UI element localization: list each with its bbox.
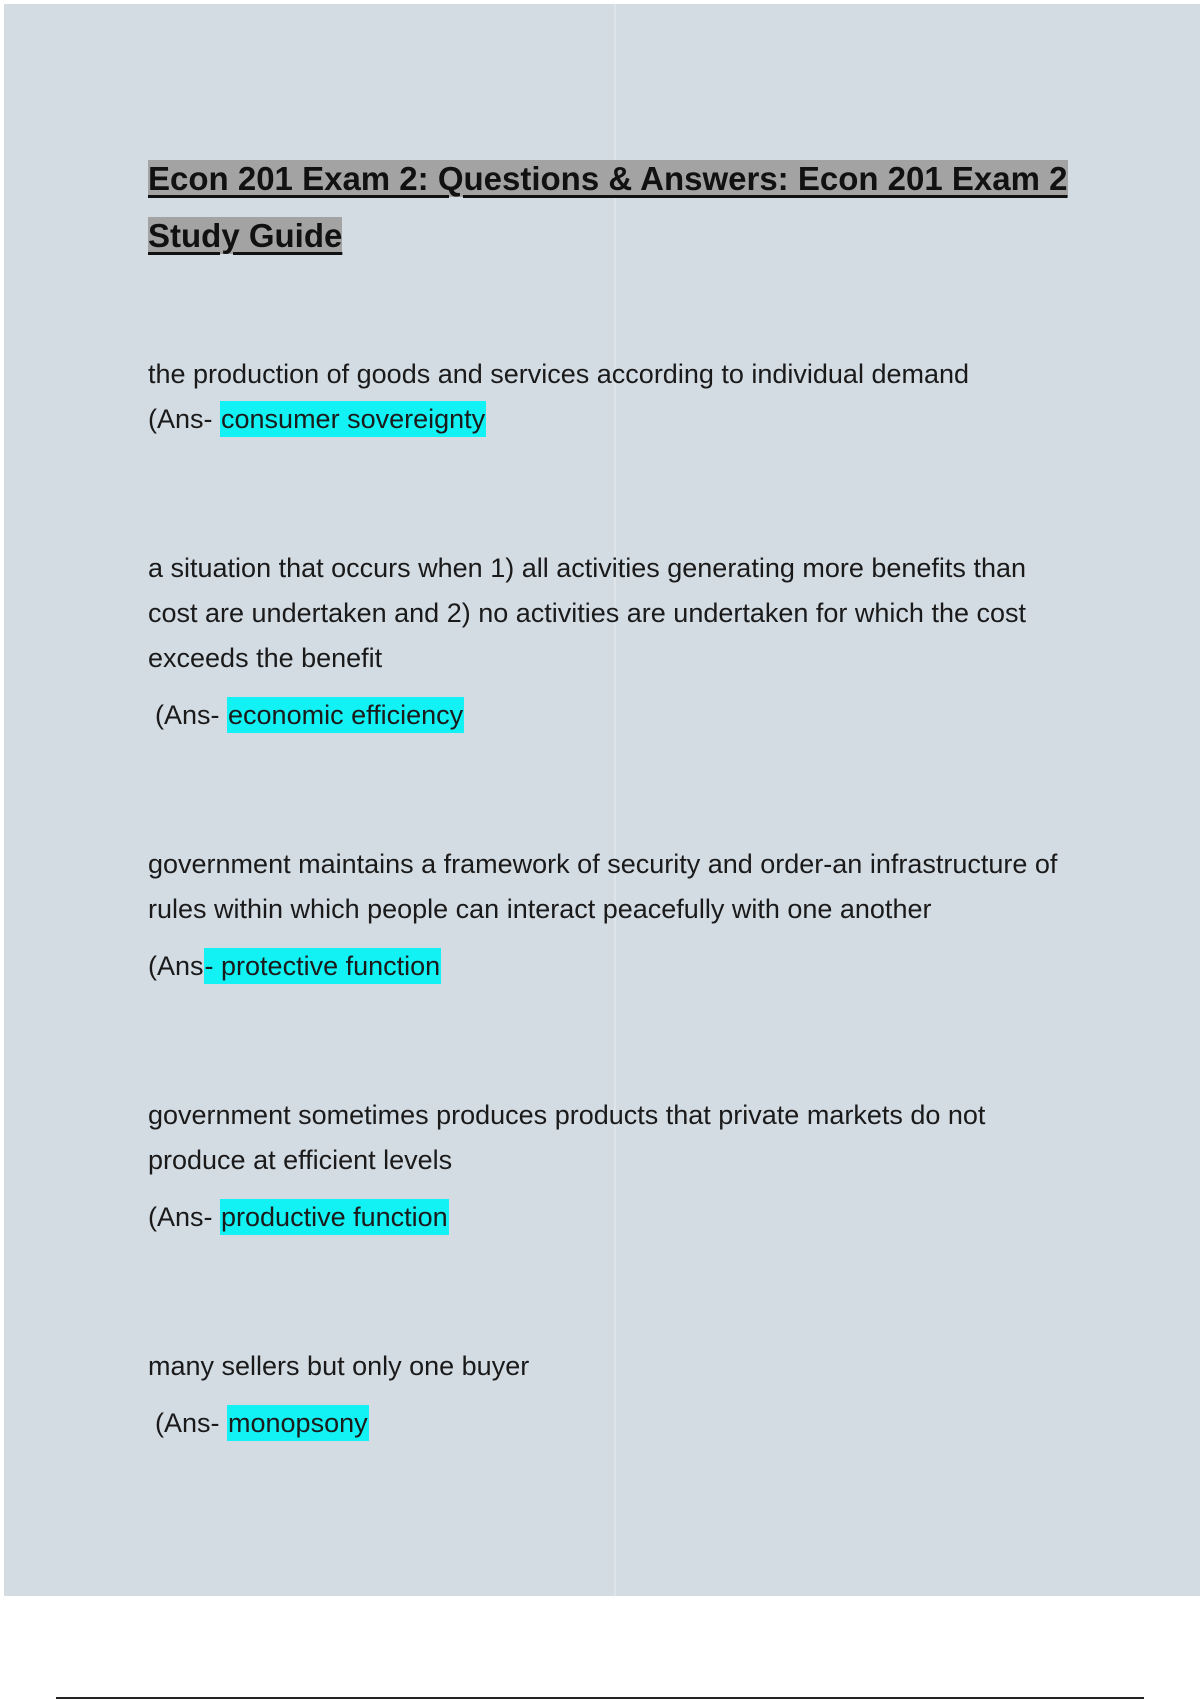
answer-highlight: productive function <box>220 1199 449 1235</box>
answer-highlight: - protective function <box>204 948 442 984</box>
answer-line <box>148 1401 1078 1446</box>
answer-highlight: economic efficiency <box>227 697 464 733</box>
answer-line <box>148 693 1078 738</box>
question-text: a situation that occurs when 1) all activities generating more benefits than cost are undertaken and 2) no activities are undertaken for which the cost exceeds the benefit <box>148 553 1027 673</box>
answer-prefix: (Ans- <box>148 1202 221 1232</box>
question-text: government sometimes produces products that private markets do not produce at efficient levels <box>148 1100 986 1175</box>
qa-item-economic-efficiency <box>148 546 1078 738</box>
question-text: many sellers but only one buyer <box>148 1351 530 1381</box>
answer-prefix: (Ans <box>148 951 204 981</box>
qa-item-consumer-sovereignty <box>148 352 1078 442</box>
document-content <box>148 150 1078 1550</box>
footer-rule <box>56 1697 1144 1699</box>
answer-prefix: (Ans- <box>155 1408 228 1438</box>
qa-item-monopsony <box>148 1344 1078 1446</box>
qa-item-productive-function <box>148 1093 1078 1240</box>
qa-list <box>148 352 1078 1446</box>
qa-item-protective-function <box>148 842 1078 989</box>
question-text: government maintains a framework of security and order-an infrastructure of rules within which people can interact peacefully with one another <box>148 849 1058 924</box>
answer-line <box>148 944 1078 989</box>
answer-line <box>148 1195 1078 1240</box>
answer-line <box>148 397 1078 442</box>
document-title-text: Econ 201 Exam 2: Questions & Answers: Econ 201 Exam 2 Study Guide <box>148 160 1068 254</box>
answer-highlight: consumer sovereignty <box>220 401 486 437</box>
answer-prefix: (Ans- <box>148 404 221 434</box>
answer-highlight: monopsony <box>227 1405 369 1441</box>
document-title <box>148 150 1078 264</box>
answer-prefix: (Ans- <box>155 700 228 730</box>
question-text: the production of goods and services according to individual demand <box>148 359 970 389</box>
